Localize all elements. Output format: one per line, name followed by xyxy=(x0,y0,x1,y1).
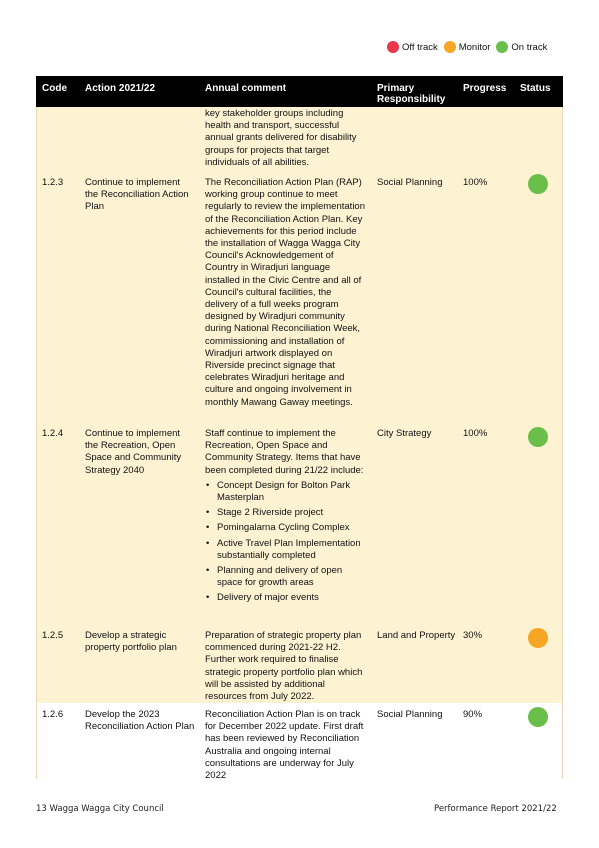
row-comment-text: Staff continue to implement the Recreation, Open Space and Community Strategy. Items that have been completed during 21/22 include: xyxy=(205,428,364,476)
legend-label: Off track xyxy=(402,41,438,53)
monitor-status-icon xyxy=(528,628,548,648)
list-item: • Active Travel Plan Implementation substantially completed xyxy=(205,538,365,562)
row-code: 1.2.3 xyxy=(42,177,64,188)
monitor-dot-icon xyxy=(444,41,456,53)
row-code: 1.2.4 xyxy=(42,428,64,439)
row-comment: The Reconciliation Action Plan (RAP) working group continue to meet regularly to review the implementation of the Reconciliation Action Plan. Key achievements for this period include the installation of Wagga Wagga City Council's Acknowledgement of Country in Wiradjuri language installed in the Civic Centre and all of Council's cultural facilities, the delivery of a full weeks program designed by Wiradjuri community during National Reconciliation Week, commissioning and installation of Wiradjuri artwork displayed on Riverside precinct signage that celebrates Wiradjuri heritage and culture and ongoing involvement in monthly Mawang Gaway meetings. xyxy=(205,177,365,408)
table-left-border xyxy=(36,107,37,779)
table-row xyxy=(36,703,563,782)
row-comment xyxy=(205,428,365,608)
table-row xyxy=(36,624,563,703)
on-track-status-icon xyxy=(528,174,548,194)
row-code: 1.2.6 xyxy=(42,709,64,720)
list-item: • Planning and delivery of open space for growth areas xyxy=(205,565,365,589)
header-code: Code xyxy=(42,83,67,94)
row-progress: 90% xyxy=(463,709,483,720)
row-action: Continue to implement the Reconciliation Action Plan xyxy=(85,177,189,213)
row-action: Develop a strategic property portfolio plan xyxy=(85,630,177,654)
footer-left: 13 Wagga Wagga City Council xyxy=(36,804,164,814)
footer-right: Performance Report 2021/22 xyxy=(434,804,557,814)
legend-item-on-track xyxy=(496,41,547,53)
row-progress: 100% xyxy=(463,428,488,439)
row-progress: 100% xyxy=(463,177,488,188)
legend-label: On track xyxy=(511,41,548,53)
table-row xyxy=(36,424,563,624)
row-comment: Preparation of strategic property plan commenced during 2021-22 H2. Further work required to finalise strategic property portfolio plan which will be assisted by additional resources from July 2022. xyxy=(205,630,363,703)
table-header xyxy=(36,76,563,107)
list-item: • Delivery of major events xyxy=(205,592,365,604)
list-item: • Concept Design for Bolton Park Masterplan xyxy=(205,480,365,504)
on-track-dot-icon xyxy=(496,41,508,53)
legend-label: Monitor xyxy=(458,41,491,53)
header-progress: Progress xyxy=(463,83,507,94)
table-right-border xyxy=(562,107,563,779)
row-code: 1.2.5 xyxy=(42,630,64,641)
row-comment: Reconciliation Action Plan is on track for December 2022 update. First draft has been reviewed by Reconciliation Australia and ongoing internal consultations are underway for July 2022 xyxy=(205,709,364,782)
continued-comment: key stakeholder groups including health and transport, successful annual grants delivered for disability groups for projects that target individuals of all abilities. xyxy=(205,108,357,168)
row-responsibility: City Strategy xyxy=(377,428,432,439)
header-status: Status xyxy=(520,83,551,94)
row-responsibility: Social Planning xyxy=(377,709,443,720)
performance-table xyxy=(36,76,563,782)
list-item: • Pomingalarna Cycling Complex xyxy=(205,522,365,534)
row-action: Develop the 2023 Reconciliation Action Plan xyxy=(85,709,195,733)
header-action: Action 2021/22 xyxy=(85,83,156,94)
list-item: • Stage 2 Riverside project xyxy=(205,507,365,519)
row-responsibility: Social Planning xyxy=(377,177,443,188)
legend-item-off-track xyxy=(387,41,438,53)
row-action: Continue to implement the Recreation, Open Space and Community Strategy 2040 xyxy=(85,428,182,476)
on-track-status-icon xyxy=(528,427,548,447)
table-row xyxy=(36,176,563,424)
row-responsibility: Land and Property xyxy=(377,630,456,641)
status-legend xyxy=(387,41,553,53)
on-track-status-icon xyxy=(528,707,548,727)
off-track-dot-icon xyxy=(387,41,399,53)
row-progress: 30% xyxy=(463,630,483,641)
header-responsibility: Primary Responsibility xyxy=(377,83,446,105)
table-row-continued xyxy=(36,107,563,176)
completed-items-list xyxy=(205,480,365,605)
legend-item-monitor xyxy=(444,41,491,53)
header-comment: Annual comment xyxy=(205,83,287,94)
